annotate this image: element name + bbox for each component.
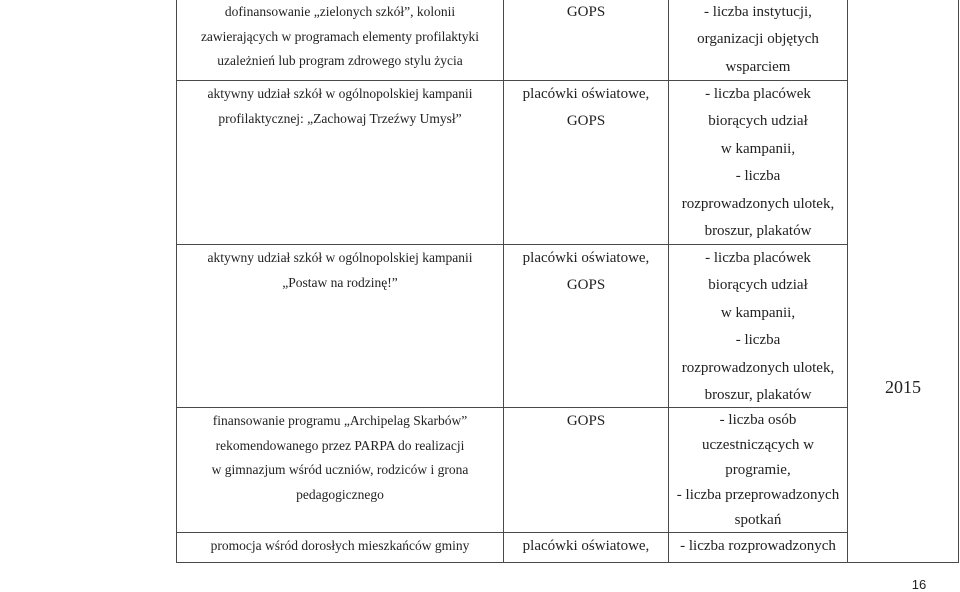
task-line: profilaktycznej: „Zachowaj Trzeźwy Umysł” — [218, 110, 462, 126]
responsible-line: GOPS — [566, 4, 606, 20]
task-line: w gimnazjum wśród uczniów, rodziców i grona — [211, 462, 469, 478]
indicator-line: organizacji objętych — [697, 31, 819, 48]
indicator-cell — [668, 80, 848, 245]
indicator-line: rozprowadzonych ulotek, — [681, 195, 835, 212]
responsible-line: placówki oświatowe, — [522, 250, 650, 266]
indicator-cell — [668, 532, 848, 563]
indicator-line: broszur, plakatów — [704, 223, 812, 240]
indicator-line: broszur, plakatów — [704, 387, 812, 404]
indicator-line: - liczba instytucji, — [704, 4, 812, 20]
task-line: aktywny udział szkół w ogólnopolskiej kampanii — [207, 86, 473, 101]
indicator-line: programie, — [725, 462, 791, 478]
task-cell — [176, 407, 504, 533]
indicator-line: uczestniczących w — [701, 437, 815, 453]
indicator-line: spotkań — [734, 512, 782, 528]
year-label: 2015 — [885, 377, 921, 397]
responsible-cell — [503, 532, 669, 563]
task-line: uzależnień lub program zdrowego stylu życia — [217, 53, 463, 69]
indicator-line: biorących udział — [708, 277, 808, 294]
indicator-line: wsparciem — [725, 58, 791, 75]
responsible-line: GOPS — [566, 113, 606, 129]
indicator-line: rozprowadzonych ulotek, — [681, 359, 835, 376]
indicator-cell — [668, 244, 848, 408]
task-line: zawierających w programach elementy profilaktyki — [200, 28, 480, 44]
task-line: dofinansowanie „zielonych szkół”, kolonii — [224, 4, 456, 19]
indicator-line: biorących udział — [708, 113, 808, 130]
indicator-line: - liczba placówek — [705, 86, 811, 102]
responsible-cell — [503, 407, 669, 533]
task-cell — [176, 532, 504, 563]
responsible-line: GOPS — [566, 413, 606, 429]
responsible-cell — [503, 244, 669, 408]
task-line: promocja wśród dorosłych mieszkańców gminy — [210, 538, 470, 553]
task-cell — [176, 0, 504, 81]
responsible-cell — [503, 80, 669, 245]
responsible-line: GOPS — [566, 277, 606, 293]
responsible-line: placówki oświatowe, — [522, 538, 650, 554]
task-line: „Postaw na rodzinę!” — [282, 274, 398, 290]
task-line: finansowanie programu „Archipelag Skarbów” — [212, 413, 468, 428]
task-cell — [176, 80, 504, 245]
indicator-cell — [668, 0, 848, 81]
indicator-line: - liczba — [735, 332, 781, 349]
task-cell — [176, 244, 504, 408]
indicator-line: - liczba — [735, 168, 781, 185]
indicator-line: w kampanii, — [720, 140, 796, 157]
year-cell — [847, 0, 959, 563]
responsible-cell — [503, 0, 669, 81]
indicator-line: - liczba przeprowadzonych — [676, 487, 840, 503]
responsible-line: placówki oświatowe, — [522, 86, 650, 102]
page-number: 16 — [911, 577, 927, 592]
task-line: aktywny udział szkół w ogólnopolskiej kampanii — [207, 250, 473, 265]
indicator-line: w kampanii, — [720, 304, 796, 321]
indicator-line: - liczba rozprowadzonych — [680, 538, 836, 554]
indicator-line: - liczba placówek — [705, 250, 811, 266]
indicator-line: - liczba osób — [719, 412, 797, 428]
task-line: pedagogicznego — [296, 487, 384, 503]
task-line: rekomendowanego przez PARPA do realizacji — [215, 437, 465, 453]
indicator-cell — [668, 407, 848, 533]
